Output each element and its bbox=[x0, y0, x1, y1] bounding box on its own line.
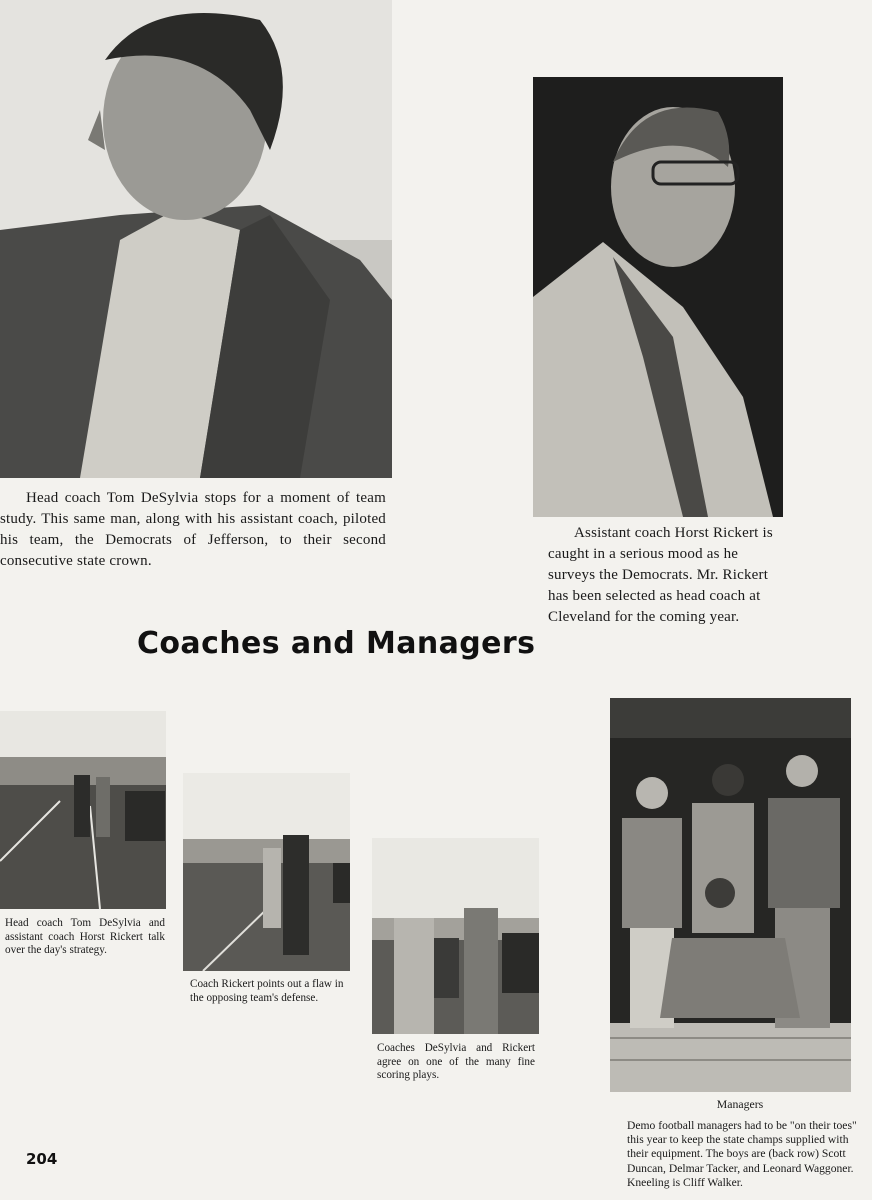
rickert-points-caption: Coach Rickert points out a flaw in the opposing team's defense. bbox=[190, 978, 344, 1004]
head-coach-photo bbox=[0, 0, 392, 478]
coaches-talk-photo bbox=[0, 711, 166, 909]
coaches-agree-caption: Coaches DeSylvia and Rickert agree on one of the many fine scoring plays. bbox=[377, 1042, 535, 1082]
assistant-coach-photo bbox=[533, 77, 783, 517]
page-number: 204 bbox=[26, 1150, 58, 1168]
coaches-agree-photo bbox=[372, 838, 539, 1034]
head-coach-caption: Head coach Tom DeSylvia stops for a moment of team study. This same man, along with his assistant coach, piloted his team, the Democrats of Jefferson, to their second consecutive state crown. bbox=[0, 490, 386, 569]
rickert-points-photo bbox=[183, 773, 350, 971]
coaches-talk-caption: Head coach Tom DeSylvia and assistant coach Horst Rickert talk over the day's strategy. bbox=[5, 917, 165, 957]
managers-photo bbox=[610, 698, 851, 1092]
managers-label: Managers bbox=[716, 1097, 764, 1111]
managers-caption: Demo football managers had to be "on their toes" this year to keep the state champs supplied with their equipment. The boys are (back row) Scott Duncan, Delmar Tacker, and Leonard Waggoner. Kneeling is Cliff Walker. bbox=[627, 1119, 857, 1189]
page-title: Coaches and Managers bbox=[137, 626, 536, 661]
assistant-coach-caption: Assistant coach Horst Rickert is caught in a serious mood as he surveys the Democrats. Mr. Rickert has been selected as head coach at Cleveland for the coming year. bbox=[548, 525, 773, 625]
